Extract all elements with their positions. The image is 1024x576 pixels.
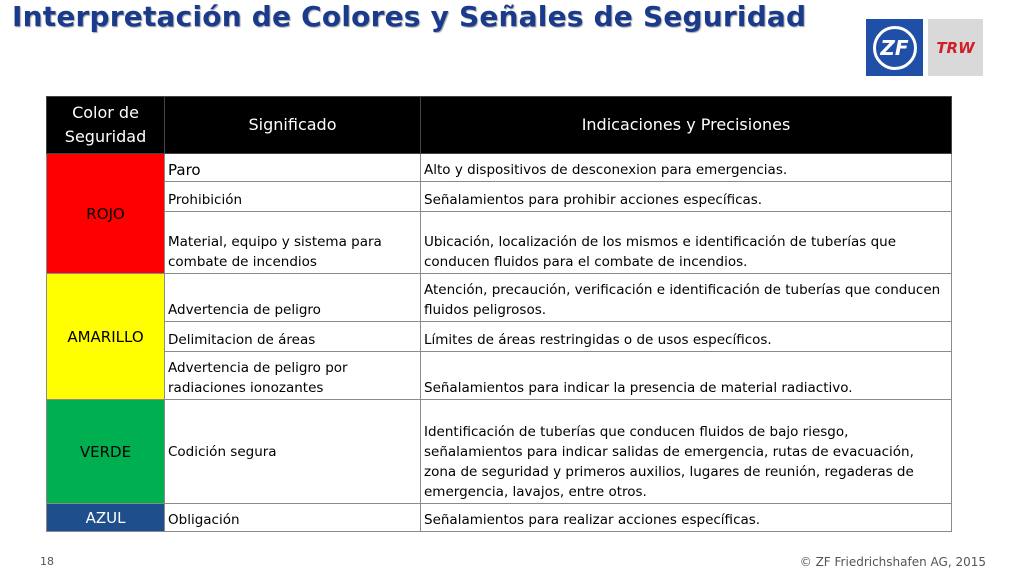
color-cell-rojo: ROJO bbox=[47, 154, 165, 274]
meaning-cell: Delimitacion de áreas bbox=[165, 322, 421, 352]
meaning-cell: Obligación bbox=[165, 504, 421, 532]
page-number: 18 bbox=[40, 555, 54, 568]
color-cell-azul: AZUL bbox=[47, 504, 165, 532]
meaning-cell: Advertencia de peligro bbox=[165, 274, 421, 322]
table-row bbox=[47, 182, 952, 212]
meaning-cell: Paro bbox=[165, 154, 421, 182]
indication-cell: Señalamientos para realizar acciones específicas. bbox=[421, 504, 952, 532]
table-row bbox=[47, 322, 952, 352]
meaning-cell: Material, equipo y sistema para combate de incendios bbox=[165, 212, 421, 274]
meaning-cell: Prohibición bbox=[165, 182, 421, 212]
color-cell-amarillo: AMARILLO bbox=[47, 274, 165, 400]
copyright-notice: © ZF Friedrichshafen AG, 2015 bbox=[799, 555, 986, 569]
table-row bbox=[47, 400, 952, 504]
header-meaning: Significado bbox=[165, 97, 421, 154]
page-title: Interpretación de Colores y Señales de Seguridad bbox=[12, 0, 807, 33]
table-row bbox=[47, 504, 952, 532]
trw-logo: TRW bbox=[928, 19, 983, 76]
indication-cell: Límites de áreas restringidas o de usos específicos. bbox=[421, 322, 952, 352]
indication-cell: Identificación de tuberías que conducen fluidos de bajo riesgo, señalamientos para indicar salidas de emergencia, rutas de evacuación, zona de seguridad y primeros auxilios, lugares de reunión, regaderas de emergencia, lavajos, entre otros. bbox=[421, 400, 952, 504]
table-row bbox=[47, 352, 952, 400]
zf-logo bbox=[866, 19, 923, 76]
table-row bbox=[47, 212, 952, 274]
indication-cell: Alto y dispositivos de desconexion para emergencias. bbox=[421, 154, 952, 182]
table-header-row bbox=[47, 97, 952, 154]
meaning-cell: Advertencia de peligro por radiaciones ionozantes bbox=[165, 352, 421, 400]
indication-cell: Atención, precaución, verificación e identificación de tuberías que conducen fluidos peligrosos. bbox=[421, 274, 952, 322]
color-cell-verde: VERDE bbox=[47, 400, 165, 504]
table-row bbox=[47, 274, 952, 322]
header-color: Color de Seguridad bbox=[47, 97, 165, 154]
header-indications: Indicaciones y Precisiones bbox=[421, 97, 952, 154]
indication-cell: Ubicación, localización de los mismos e identificación de tuberías que conducen fluidos para el combate de incendios. bbox=[421, 212, 952, 274]
indication-cell: Señalamientos para indicar la presencia de material radiactivo. bbox=[421, 352, 952, 400]
safety-colors-table bbox=[46, 96, 952, 532]
table-row bbox=[47, 154, 952, 182]
indication-cell: Señalamientos para prohibir acciones específicas. bbox=[421, 182, 952, 212]
meaning-cell: Codición segura bbox=[165, 400, 421, 504]
zf-logo-mark: ZF bbox=[873, 26, 917, 70]
